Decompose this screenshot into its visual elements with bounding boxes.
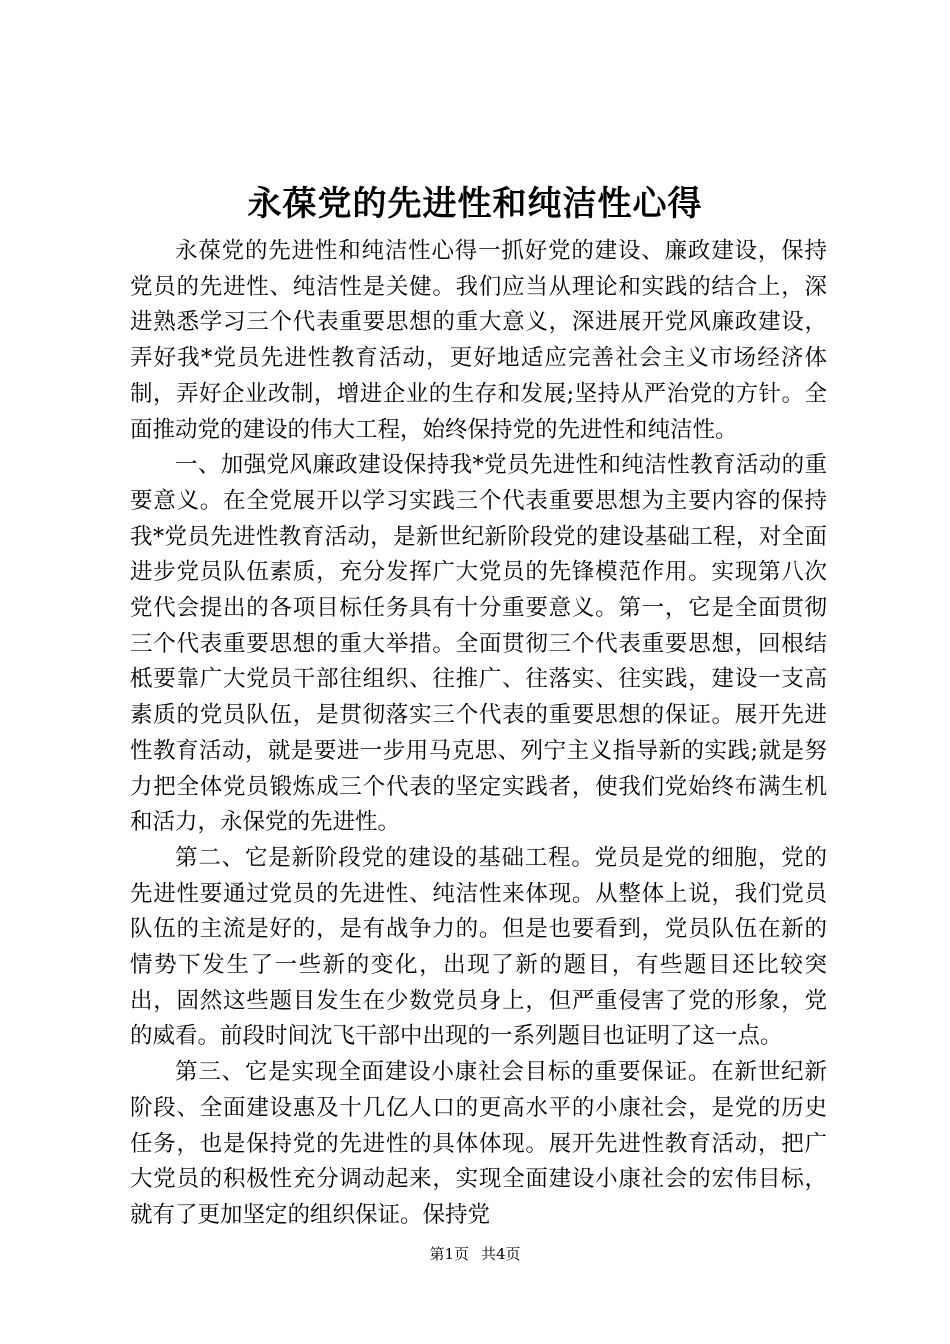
page-footer — [0, 1242, 950, 1266]
document-body — [130, 234, 827, 1234]
page-total: 共4页 — [481, 1245, 521, 1263]
paragraph-intro: 永葆党的先进性和纯洁性心得一抓好党的建设、廉政建设，保持党员的先进性、纯洁性是关健。我们应当从理论和实践的结合上，深进熟悉学习三个代表重要思想的重大意义，深进展开党风廉政建设，弄好我*党员先进性教育活动，更好地适应完善社会主义市场经济体制，弄好企业改制，增进企业的生存和发展;坚持从严治党的方针。全面推动党的建设的伟大工程，始终保持党的先进性和纯洁性。 — [130, 238, 827, 443]
paragraph-section-three: 第三、它是实现全面建设小康社会目标的重要保证。在新世纪新阶段、全面建设惠及十几亿人口的更高水平的小康社会，是党的历史任务，也是保持党的先进性的具体体现。展开先进性教育活动，把广大党员的积极性充分调动起来，实现全面建设小康社会的宏伟目标，就有了更加坚定的组织保证。保持党 — [130, 1059, 827, 1228]
paragraph-section-one: 一、加强党风廉政建设保持我*党员先进性和纯洁性教育活动的重要意义。在全党展开以学习实践三个代表重要思想为主要内容的保持我*党员先进性教育活动，是新世纪新阶段党的建设基础工程，对全面进步党员队伍素质，充分发挥广大党员的先锋模范作用。实现第八次党代会提出的各项目标任务具有十分重要意义。第一，它是全面贯彻三个代表重要思想的重大举措。全面贯彻三个代表重要思想，回根结柢要靠广大党员干部往组织、往推广、往落实、往实践，建设一支高素质的党员队伍，是贯彻落实三个代表的重要思想的保证。展开先进性教育活动，就是要进一步用马克思、列宁主义指导新的实践;就是努力把全体党员锻炼成三个代表的坚定实践者，使我们党始终布满生机和活力，永保党的先进性。 — [130, 452, 827, 836]
document-title: 永葆党的先进性和纯洁性心得 — [247, 184, 703, 224]
page-number: 第1页 — [429, 1245, 469, 1263]
paragraph-section-two: 第二、它是新阶段党的建设的基础工程。党员是党的细胞，党的先进性要通过党员的先进性、纯洁性来体现。从整体上说，我们党员队伍的主流是好的，是有战争力的。但是也要看到，党员队伍在新的情势下发生了一些新的变化，出现了新的题目，有些题目还比较突出，固然这些题目发生在少数党员身上，但严重侵害了党的形象，党的威看。前段时间沈飞干部中出现的一系列题目也证明了这一点。 — [130, 844, 827, 1050]
